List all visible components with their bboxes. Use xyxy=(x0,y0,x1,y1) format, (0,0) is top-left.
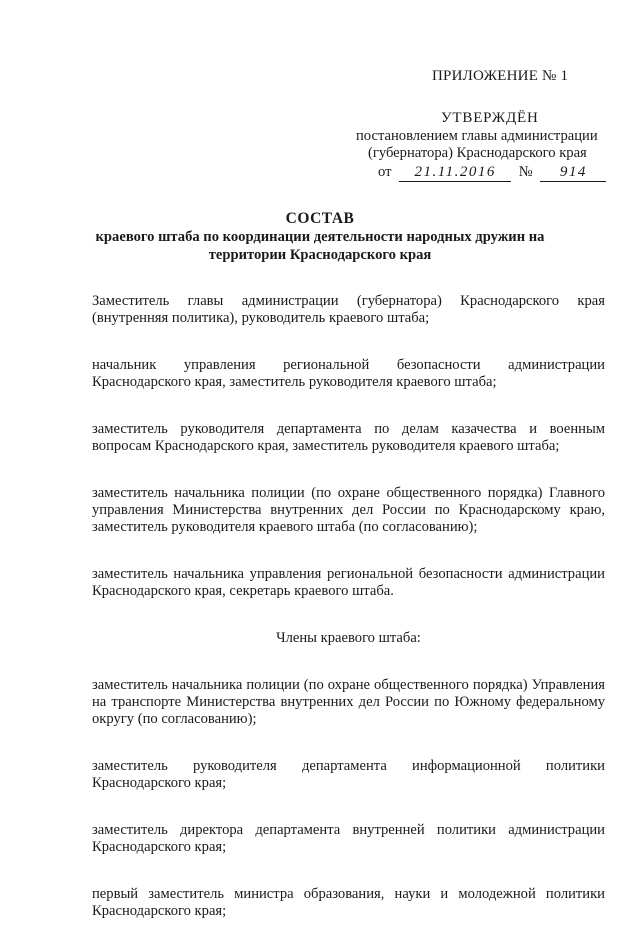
member-paragraph: первый заместитель министра образования, науки и молодежной политики Краснодарского края; xyxy=(92,886,605,919)
number-field xyxy=(540,164,606,182)
title-subheading: краевого штаба по координации деятельности народных дружин на территории Краснодарского края xyxy=(95,229,545,263)
approved-label: УТВЕРЖДЁН xyxy=(441,110,539,126)
decree-line-1: постановлением главы администрации xyxy=(356,128,598,144)
composition-paragraph: заместитель начальника управления региональной безопасности администрации Краснодарского края, секретарь краевого штаба. xyxy=(92,566,605,599)
decree-line-2: (губернатора) Краснодарского края xyxy=(368,145,587,161)
member-paragraph: заместитель руководителя департамента информационной политики Краснодарского края; xyxy=(92,758,605,791)
members-heading: Члены краевого штаба: xyxy=(276,630,421,646)
composition-paragraph: заместитель начальника полиции (по охране общественного порядка) Главного управления Министерства внутренних дел России по Краснодарскому краю, заместитель руководителя краевого штаба (по согласованию); xyxy=(92,485,605,535)
document-body xyxy=(92,293,605,950)
composition-paragraph: начальник управления региональной безопасности администрации Краснодарского края, заместитель руководителя краевого штаба; xyxy=(92,357,605,390)
member-paragraph: заместитель начальника полиции (по охране общественного порядка) Управления на транспорте Министерства внутренних дел России по Южному федеральному округу (по согласованию); xyxy=(92,677,605,727)
appendix-label: ПРИЛОЖЕНИЕ № 1 xyxy=(432,68,569,84)
composition-paragraph: заместитель руководителя департамента по делам казачества и военным вопросам Краснодарского края, заместитель руководителя краевого штаба; xyxy=(92,421,605,454)
date-field xyxy=(399,164,511,182)
document-title xyxy=(80,210,560,264)
number-label: № xyxy=(518,164,533,180)
member-paragraph: заместитель директора департамента внутренней политики администрации Краснодарского края; xyxy=(92,822,605,855)
handwritten-date: 21.11.2016 xyxy=(414,164,496,180)
date-prefix: от xyxy=(378,164,392,180)
title-heading: СОСТАВ xyxy=(285,210,355,227)
decree-date-line xyxy=(378,164,606,182)
handwritten-number: 914 xyxy=(559,164,587,180)
composition-paragraph: Заместитель главы администрации (губернатора) Краснодарского края (внутренняя политика), руководитель краевого штаба; xyxy=(92,293,605,326)
